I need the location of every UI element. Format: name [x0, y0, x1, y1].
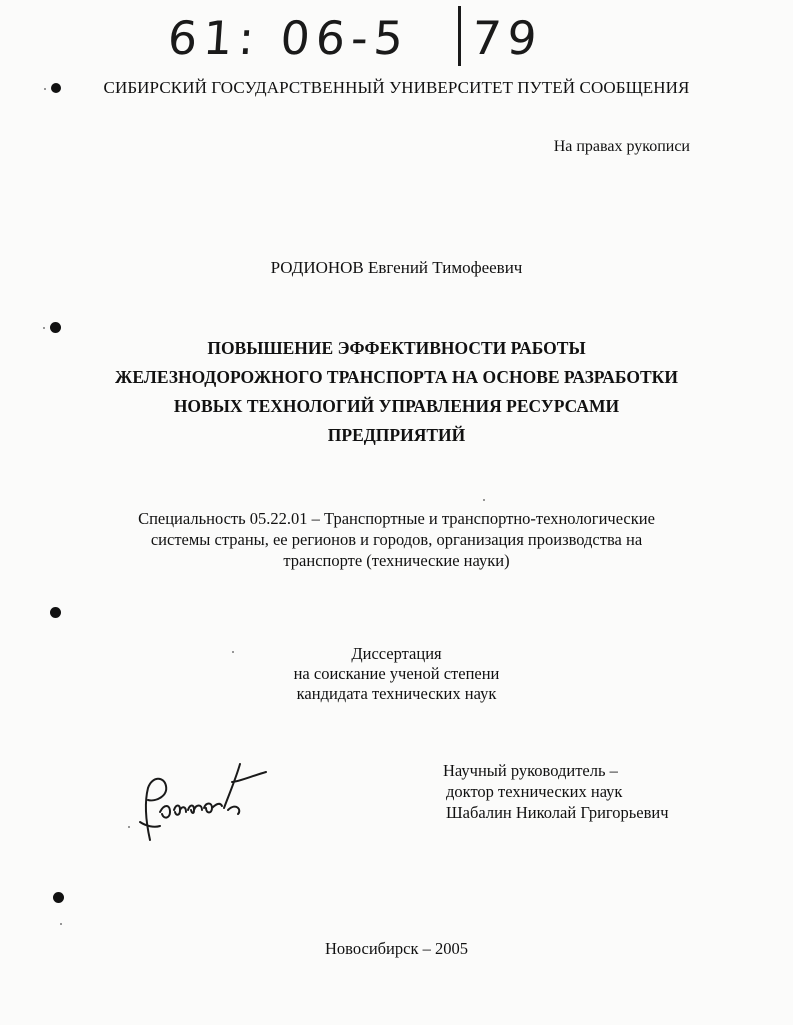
specialty-line: Специальность 05.22.01 – Транспортные и транспортно-технологические — [138, 509, 655, 528]
scan-speck — [43, 327, 45, 329]
scan-speck — [60, 923, 62, 925]
title-line: НОВЫХ ТЕХНОЛОГИЙ УПРАВЛЕНИЯ РЕСУРСАМИ — [173, 396, 620, 416]
advisor-degree: доктор технических наук — [446, 782, 623, 801]
binding-hole-mark — [50, 322, 61, 333]
scan-speck — [483, 499, 485, 501]
binding-hole-mark — [53, 892, 64, 903]
author-name: РОДИОНОВ Евгений Тимофеевич — [270, 258, 523, 277]
title-line: ЖЕЛЕЗНОДОРОЖНОГО ТРАНСПОРТА НА ОСНОВЕ РАЗРАБОТКИ — [115, 367, 678, 387]
dissertation-type-line: кандидата технических наук — [296, 684, 497, 703]
title-line: ПОВЫШЕНИЕ ЭФФЕКТИВНОСТИ РАБОТЫ — [207, 338, 586, 358]
archive-stamp-number: 79 — [470, 11, 545, 65]
university-name: СИБИРСКИЙ ГОСУДАРСТВЕННЫЙ УНИВЕРСИТЕТ ПУТЕЙ СООБЩЕНИЯ — [103, 78, 690, 97]
dissertation-type-line: на соискание ученой степени — [293, 664, 500, 683]
dissertation-title — [0, 334, 793, 450]
title-line: ПРЕДПРИЯТИЙ — [327, 425, 466, 445]
advisor-role: Научный руководитель – — [443, 761, 618, 780]
dissertation-type-block — [0, 644, 793, 704]
specialty-block — [0, 508, 793, 571]
manuscript-rights-note: На правах рукописи — [553, 138, 690, 155]
advisor-name: Шабалин Николай Григорьевич — [446, 803, 669, 822]
author-signature — [120, 752, 280, 852]
archive-stamp-code: 61: 06-5 — [166, 11, 411, 65]
specialty-line: системы страны, ее регионов и городов, организация производства на — [150, 530, 643, 549]
archive-stamp-divider — [458, 6, 461, 66]
specialty-line: транспорте (технические науки) — [283, 551, 510, 570]
city-and-year: Новосибирск – 2005 — [325, 939, 468, 958]
scientific-advisor-block — [443, 760, 669, 823]
dissertation-type-line: Диссертация — [351, 644, 442, 663]
binding-hole-mark — [50, 607, 61, 618]
